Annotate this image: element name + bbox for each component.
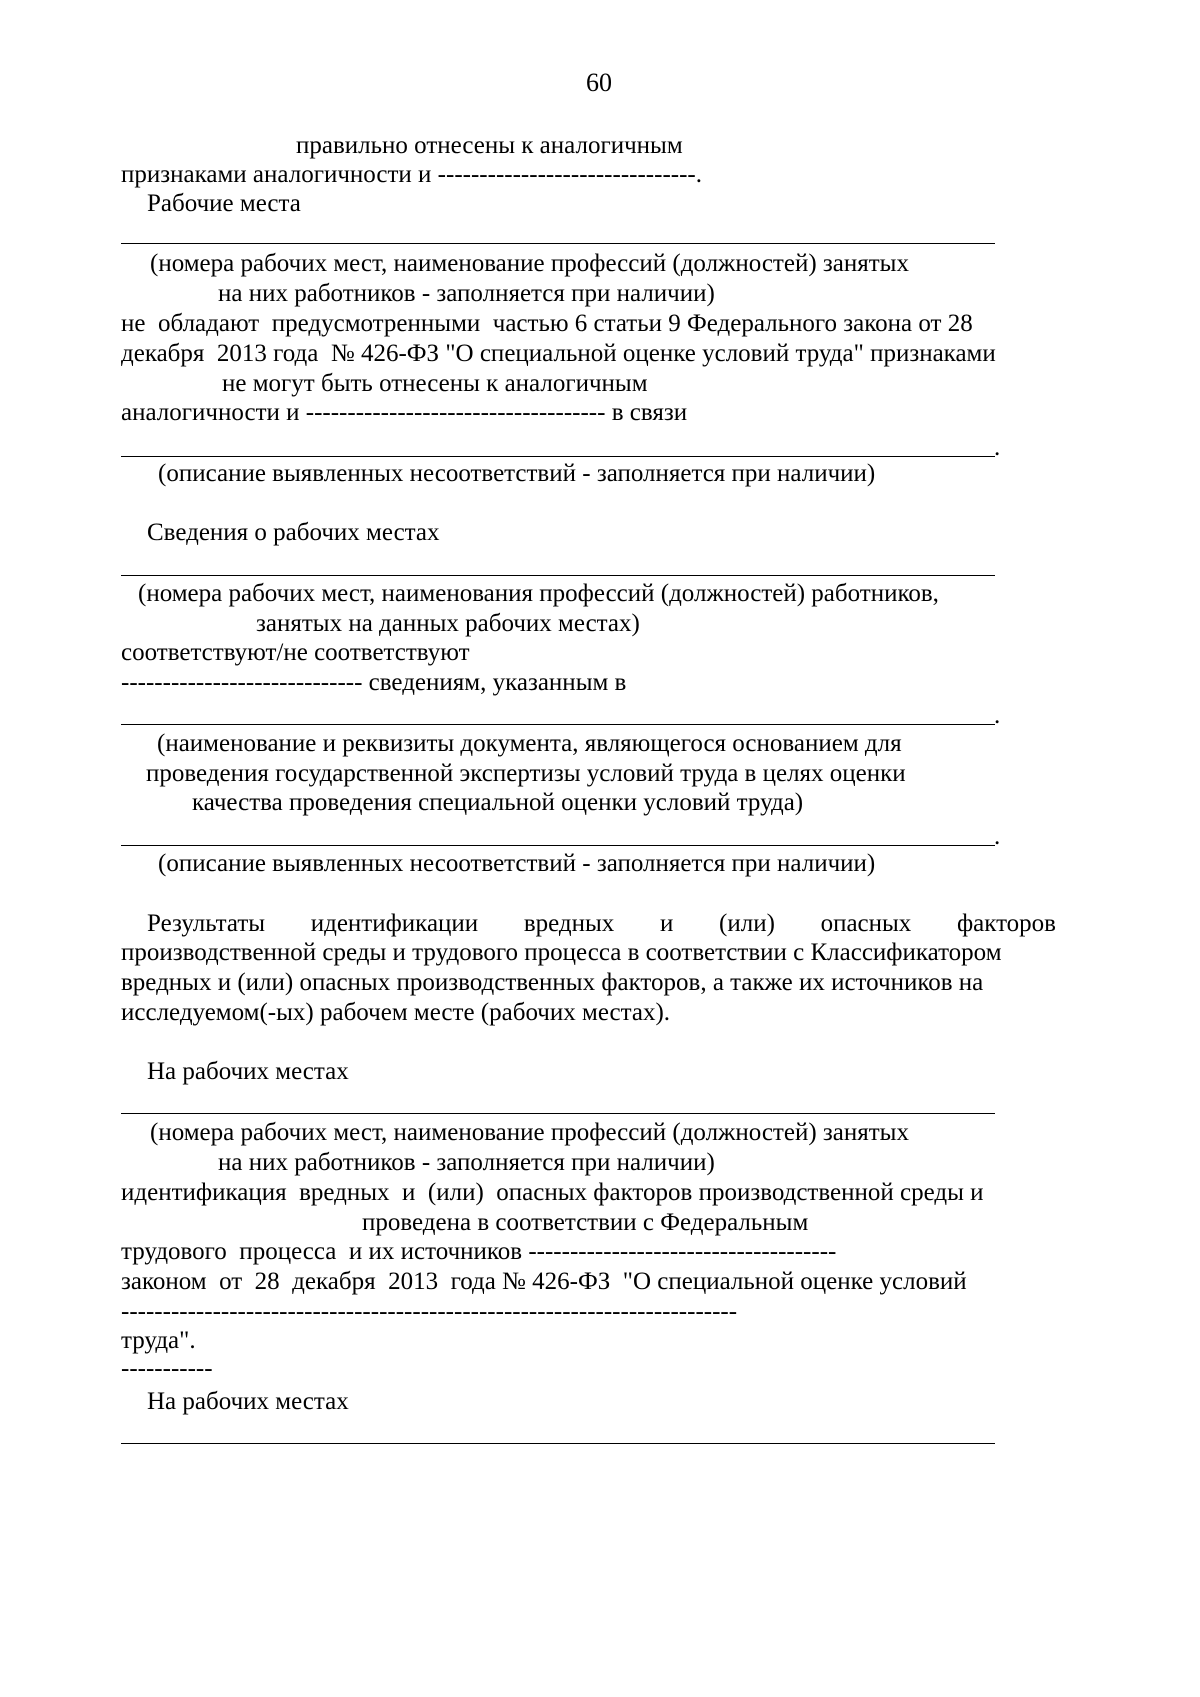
field-caption: (номера рабочих мест, наименование профессий (должностей) занятых: [150, 250, 909, 277]
blank-fill-line: [121, 575, 995, 576]
line-end-period: .: [994, 434, 1001, 461]
text-line: не обладают предусмотренными частью 6 статьи 9 Федерального закона от 28: [121, 310, 973, 337]
field-caption: (наименование и реквизиты документа, являющегося основанием для: [157, 730, 902, 757]
blank-fill-line: [121, 1443, 995, 1444]
text-line: идентификация вредных и (или) опасных факторов производственной среды и: [121, 1179, 984, 1206]
section-label: Рабочие места: [147, 190, 301, 217]
section-label: На рабочих местах: [147, 1388, 349, 1415]
word: и: [659, 910, 674, 937]
blank-fill-line: [121, 724, 995, 725]
text-line: производственной среды и трудового процесса в соответствии с Классификатором: [121, 939, 1002, 966]
text-line: декабря 2013 года № 426-ФЗ "О специальной оценке условий труда" признаками: [121, 340, 996, 367]
line-end-period: .: [994, 702, 1001, 729]
text-line: вредных и (или) опасных производственных факторов, а также их источников на: [121, 969, 984, 996]
text-line: проведена в соответствии с Федеральным: [362, 1209, 809, 1236]
text-line: признаками аналогичности и -------------------------------.: [121, 161, 703, 188]
text-line: труда".: [121, 1327, 196, 1354]
blank-fill-line: [121, 456, 995, 457]
field-caption: проведения государственной экспертизы условий труда в целях оценки: [146, 760, 906, 787]
text-line: аналогичности и ------------------------------------ в связи: [121, 399, 688, 426]
text-line: -----------: [121, 1355, 213, 1382]
text-line: ----------------------------- сведениям, указанным в: [121, 669, 627, 696]
blank-fill-line: [121, 243, 995, 244]
blank-fill-line: [121, 1113, 995, 1114]
word: Результаты: [147, 910, 266, 937]
text-line: соответствуют/не соответствуют: [121, 639, 470, 666]
word: идентификации: [310, 910, 479, 937]
field-caption: на них работников - заполняется при наличии): [218, 1149, 715, 1176]
field-caption: (номера рабочих мест, наименование профессий (должностей) занятых: [150, 1119, 909, 1146]
field-caption: (описание выявленных несоответствий - заполняется при наличии): [158, 850, 876, 877]
word: опасных: [820, 910, 912, 937]
word: (или): [719, 910, 775, 937]
section-label: Сведения о рабочих местах: [147, 519, 440, 546]
text-line: исследуемом(-ых) рабочем месте (рабочих местах).: [121, 999, 671, 1026]
word: факторов: [956, 910, 1056, 937]
text-line: законом от 28 декабря 2013 года № 426-ФЗ "О специальной оценке условий: [121, 1268, 967, 1295]
line-end-period: .: [994, 823, 1001, 850]
field-caption: (номера рабочих мест, наименования профессий (должностей) работников,: [138, 580, 939, 607]
page-number: 60: [586, 68, 612, 97]
text-line: не могут быть отнесены к аналогичным: [222, 370, 648, 397]
text-line: --------------------------------------------------------------------------: [121, 1298, 738, 1325]
text-line: правильно отнесены к аналогичным: [296, 132, 683, 159]
section-label: На рабочих местах: [147, 1058, 349, 1085]
field-caption: на них работников - заполняется при наличии): [218, 280, 715, 307]
field-caption: (описание выявленных несоответствий - заполняется при наличии): [158, 460, 876, 487]
text-line: трудового процесса и их источников -------------------------------------: [121, 1238, 837, 1265]
field-caption: занятых на данных рабочих местах): [256, 610, 640, 637]
justified-line: [147, 909, 1056, 939]
blank-fill-line: [121, 845, 995, 846]
field-caption: качества проведения специальной оценки условий труда): [192, 789, 804, 816]
word: вредных: [523, 910, 615, 937]
